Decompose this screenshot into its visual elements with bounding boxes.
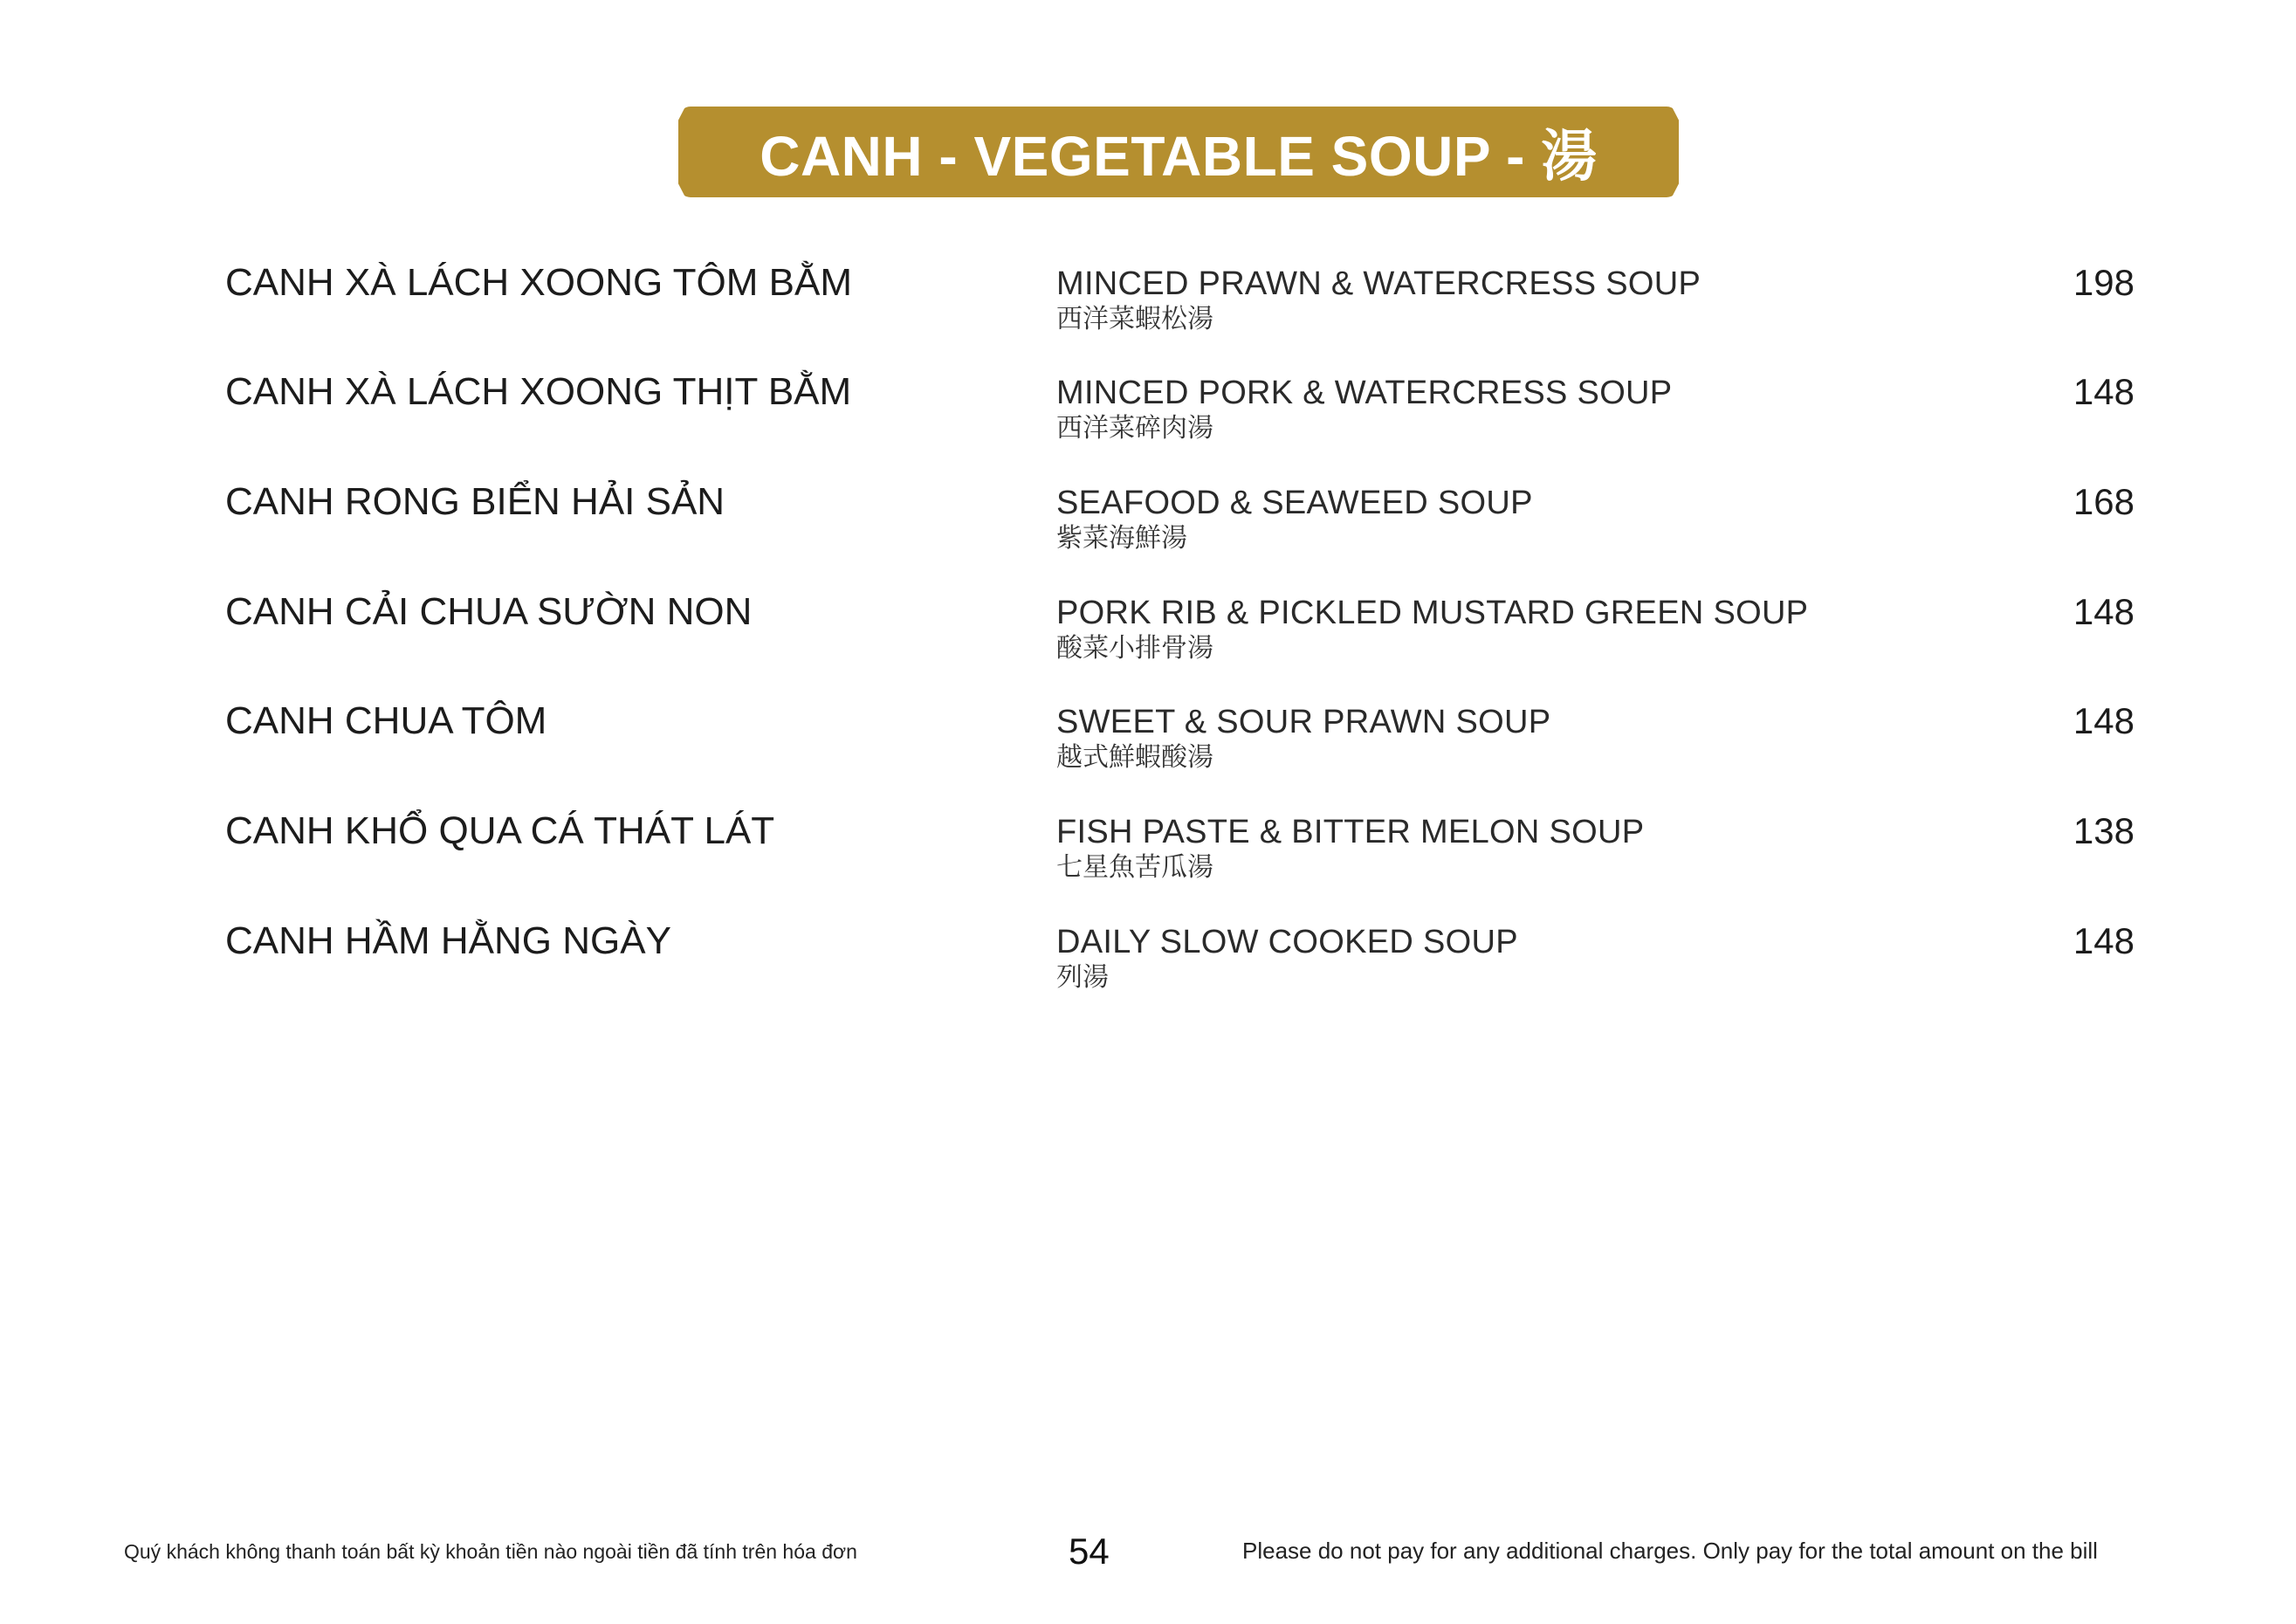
menu-item-name-zh: 酸菜小排骨湯 — [1056, 634, 1213, 663]
menu-item-name-en: PORK RIB & PICKLED MUSTARD GREEN SOUP — [1056, 595, 1809, 631]
menu-item-name-zh: 西洋菜蝦松湯 — [1056, 305, 1213, 334]
menu-item-name-vi: CANH CHUA TÔM — [225, 699, 547, 742]
menu-item-name-zh: 越式鮮蝦酸湯 — [1056, 743, 1213, 772]
menu-item-name-zh: 西洋菜碎肉湯 — [1056, 414, 1213, 443]
menu-item-price: 148 — [2073, 700, 2134, 741]
menu-item-price: 148 — [2073, 591, 2134, 632]
menu-item-price: 138 — [2073, 810, 2134, 851]
menu-item-name-vi: CANH CẢI CHUA SƯỜN NON — [225, 590, 753, 633]
menu-item-price: 198 — [2073, 262, 2134, 303]
menu-item — [0, 919, 2296, 1015]
page-number: 54 — [1069, 1531, 1110, 1572]
menu-item-name-zh: 列湯 — [1056, 963, 1109, 992]
menu-item-price: 168 — [2073, 481, 2134, 522]
menu-item-name-en: SWEET & SOUR PRAWN SOUP — [1056, 704, 1551, 740]
menu-item-name-en: DAILY SLOW COOKED SOUP — [1056, 924, 1518, 960]
section-title-banner — [685, 107, 1672, 197]
menu-item-name-en: MINCED PORK & WATERCRESS SOUP — [1056, 375, 1673, 411]
menu-item-name-en: MINCED PRAWN & WATERCRESS SOUP — [1056, 265, 1701, 302]
menu-item — [0, 809, 2296, 905]
menu-item-price: 148 — [2073, 920, 2134, 961]
menu-item-name-zh: 紫菜海鮮湯 — [1056, 524, 1187, 553]
menu-item-name-vi: CANH XÀ LÁCH XOONG TÔM BẰM — [225, 261, 852, 304]
menu-item-name-vi: CANH HẦM HẰNG NGÀY — [225, 919, 671, 962]
menu-item — [0, 369, 2296, 465]
footer-note-vi: Quý khách không thanh toán bất kỳ khoản tiền nào ngoài tiền đã tính trên hóa đơn — [124, 1540, 857, 1563]
section-title: CANH - VEGETABLE SOUP - 湯 — [760, 125, 1598, 188]
menu-item-name-en: FISH PASTE & BITTER MELON SOUP — [1056, 814, 1645, 850]
menu-item — [0, 589, 2296, 685]
menu-item-name-zh: 七星魚苦瓜湯 — [1056, 853, 1213, 882]
menu-item-name-vi: CANH XÀ LÁCH XOONG THỊT BẰM — [225, 370, 852, 413]
menu-item — [0, 260, 2296, 356]
footer-note-en: Please do not pay for any additional charges. Only pay for the total amount on the bill — [1242, 1538, 2098, 1564]
menu-item-name-en: SEAFOOD & SEAWEED SOUP — [1056, 485, 1533, 521]
menu-item — [0, 698, 2296, 795]
menu-item-name-vi: CANH RONG BIỂN HẢI SẢN — [225, 480, 725, 523]
menu-item — [0, 479, 2296, 575]
menu-item-price: 148 — [2073, 371, 2134, 412]
menu-item-name-vi: CANH KHỔ QUA CÁ THÁT LÁT — [225, 809, 775, 852]
